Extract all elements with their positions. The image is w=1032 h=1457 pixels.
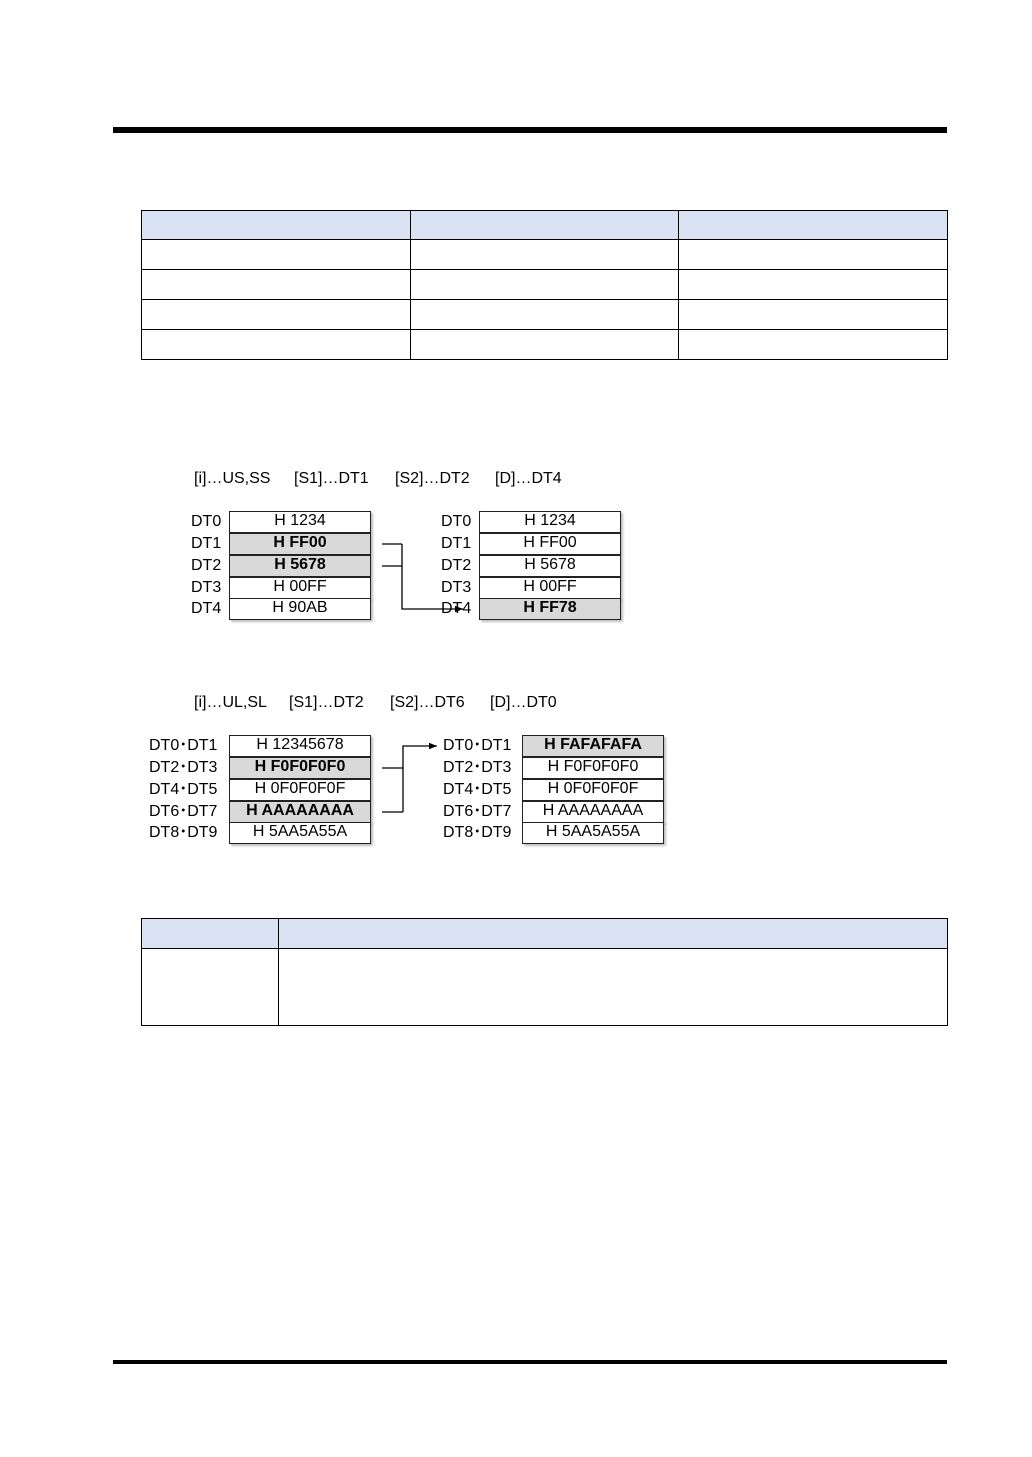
register-label: DT1 (441, 535, 472, 552)
register-label: DT3 (191, 579, 222, 596)
register-label: DT0 (191, 513, 222, 530)
example1-operand-d: [D]…DT4 (495, 470, 562, 487)
register-label: DT4･DT5 (149, 781, 218, 798)
register-label: DT0 (441, 513, 472, 530)
example2-arrow (382, 746, 437, 812)
example2-operand-d: [D]…DT0 (490, 694, 557, 711)
register-value-cell: H 5678 (479, 555, 621, 577)
register-label: DT6･DT7 (443, 803, 512, 820)
register-value-cell: H 90AB (229, 598, 371, 620)
register-label: DT2･DT3 (443, 759, 512, 776)
footer-rule (113, 1360, 947, 1364)
register-value-cell: H 0F0F0F0F (229, 779, 371, 801)
register-value-cell: H 5678 (229, 555, 371, 577)
register-label: DT2 (441, 557, 472, 574)
register-value-cell: H 00FF (479, 577, 621, 599)
register-value-cell: H 00FF (229, 577, 371, 599)
register-value-cell: H FF78 (479, 598, 621, 620)
example1-operand-s2: [S2]…DT2 (395, 470, 470, 487)
register-label: DT4 (441, 600, 472, 617)
register-label: DT4･DT5 (443, 781, 512, 798)
register-value-cell: H 12345678 (229, 735, 371, 757)
register-label: DT3 (441, 579, 472, 596)
register-label: DT2･DT3 (149, 759, 218, 776)
register-value-cell: H 5AA5A55A (229, 822, 371, 844)
register-value-cell: H 0F0F0F0F (522, 779, 664, 801)
example2-operand-i: [i]…UL,SL (194, 694, 267, 711)
register-value-cell: H AAAAAAAA (229, 801, 371, 823)
table-header-row (142, 919, 948, 949)
register-value-cell: H 5AA5A55A (522, 822, 664, 844)
register-label: DT8･DT9 (149, 824, 218, 841)
example1-operand-i: [i]…US,SS (194, 470, 271, 487)
register-value-cell: H FF00 (479, 533, 621, 555)
register-value-cell: H 1234 (229, 511, 371, 533)
register-label: DT4 (191, 600, 222, 617)
register-value-cell: H AAAAAAAA (522, 801, 664, 823)
register-label: DT0･DT1 (149, 737, 218, 754)
register-label: DT2 (191, 557, 222, 574)
register-label: DT0･DT1 (443, 737, 512, 754)
register-label: DT6･DT7 (149, 803, 218, 820)
register-value-cell: H F0F0F0F0 (229, 757, 371, 779)
register-value-cell: H F0F0F0F0 (522, 757, 664, 779)
example1-arrow (382, 544, 463, 609)
operation-error-table (141, 918, 948, 1026)
example2-operand-s1: [S1]…DT2 (289, 694, 364, 711)
example1-operand-s1: [S1]…DT1 (294, 470, 369, 487)
register-value-cell: H 1234 (479, 511, 621, 533)
register-value-cell: H FAFAFAFA (522, 735, 664, 757)
register-value-cell: H FF00 (229, 533, 371, 555)
table-row (142, 949, 948, 1026)
example2-operand-s2: [S2]…DT6 (390, 694, 465, 711)
register-label: DT8･DT9 (443, 824, 512, 841)
register-label: DT1 (191, 535, 222, 552)
